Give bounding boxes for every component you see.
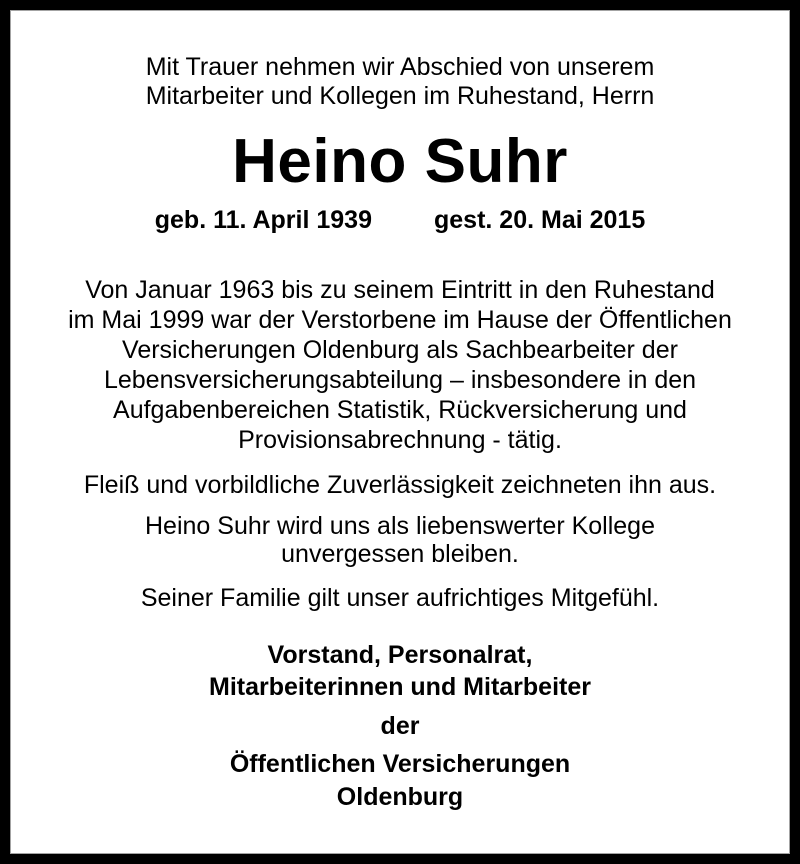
- career-line-4: Lebensversicherungsabteilung – insbesondere in den: [103, 366, 697, 394]
- career-line-2: im Mai 1999 war der Verstorbene im Hause der Öffentlichen: [68, 306, 732, 334]
- signature-line-2: Mitarbeiterinnen und Mitarbeiter: [209, 673, 591, 701]
- death-date: gest. 20. Mai 2015: [434, 206, 646, 234]
- praise-paragraph: Fleiß und vorbildliche Zuverlässigkeit zeichneten ihn aus.: [83, 471, 717, 499]
- intro-line-1: Mit Trauer nehmen wir Abschied von unserem: [145, 53, 655, 81]
- career-line-6: Provisionsabrechnung - tätig.: [238, 426, 562, 454]
- condolence-paragraph: Seiner Familie gilt unser aufrichtiges Mitgefühl.: [140, 584, 660, 612]
- signature-line-3: der: [380, 712, 420, 740]
- career-line-5: Aufgabenbereichen Statistik, Rückversicherung und: [113, 396, 687, 424]
- intro-line-2: Mitarbeiter und Kollegen im Ruhestand, Herrn: [145, 82, 655, 110]
- life-dates: [11, 205, 789, 235]
- remembrance-paragraph: [11, 512, 789, 568]
- career-paragraph: [11, 275, 789, 455]
- career-line-3: Versicherungen Oldenburg als Sachbearbeiter der: [122, 336, 678, 364]
- signature-company: [11, 748, 789, 814]
- career-line-1: Von Januar 1963 bis zu seinem Eintritt in den Ruhestand: [85, 276, 715, 304]
- signature-line-1: Vorstand, Personalrat,: [267, 641, 533, 669]
- deceased-name: Heino Suhr: [232, 127, 568, 196]
- remembrance-line-1: Heino Suhr wird uns als liebenswerter Kollege: [145, 512, 655, 540]
- obituary-notice: [10, 10, 790, 854]
- remembrance-line-2: unvergessen bleiben.: [281, 540, 519, 568]
- intro-text: [11, 53, 789, 111]
- signature-line-5: Oldenburg: [336, 783, 464, 811]
- signature-block: [11, 639, 789, 814]
- signature-line-4: Öffentlichen Versicherungen: [229, 750, 571, 778]
- birth-date: geb. 11. April 1939: [154, 206, 372, 234]
